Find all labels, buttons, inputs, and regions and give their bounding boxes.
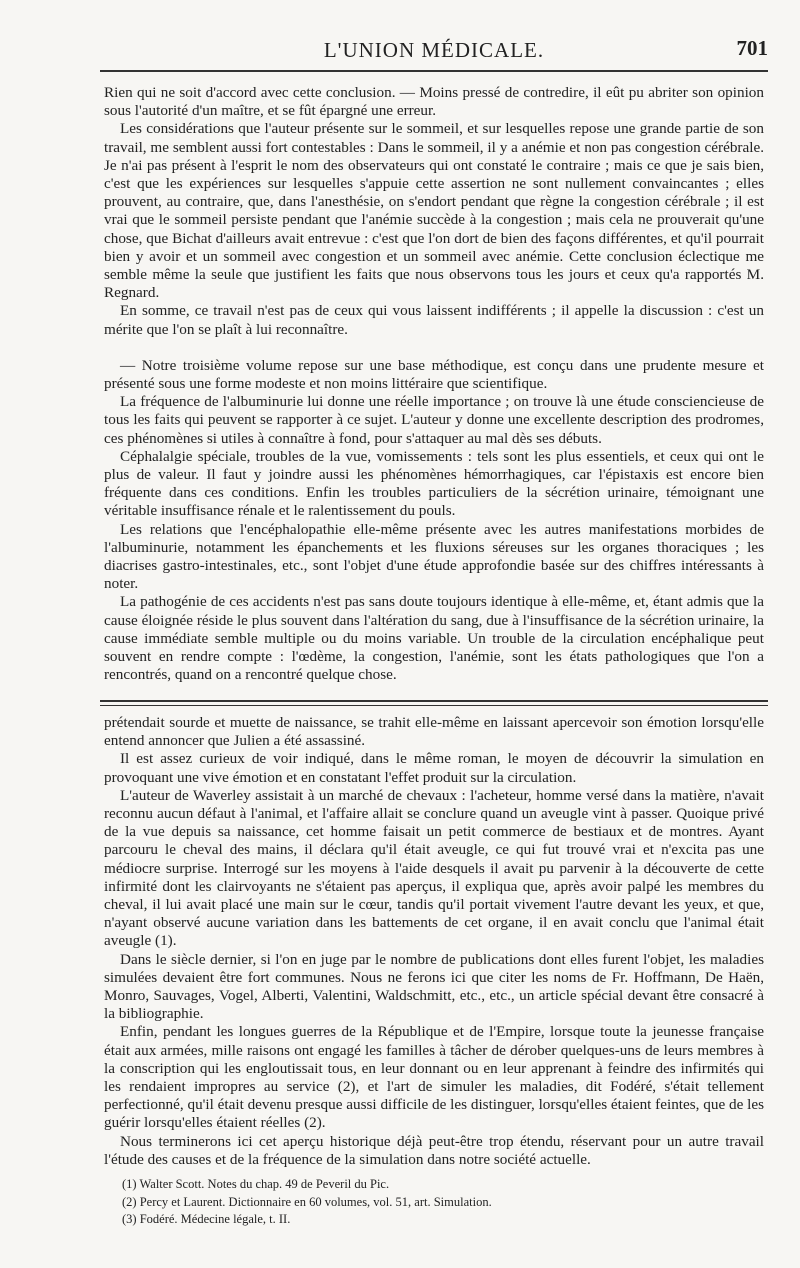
running-header: [100, 36, 768, 64]
paragraph: L'auteur de Waverley assistait à un marché de chevaux : l'acheteur, homme versé dans la matière, n'avait reconnu aucun défaut à l'animal, et l'affaire allait se conclure quand un aveugle vint à passer. Quoique privé de la vue depuis sa naissance, cet homme faisait un petit commerce de bestiaux et de montres. Ayant parcouru le cheval des mains, il déclara qu'il était aveugle, ce qui fut trouvé vrai et n'excita pas une médiocre surprise. Interrogé sur les moyens à l'aide desquels il avait pu parvenir à la découverte de cette infirmité dont les clairvoyants ne s'étaient pas aperçus, il expliqua que, après avoir palpé les membres du cheval, il lui avait placé une main sur le cœur, tandis qu'il portait vivement l'autre devant les yeux, et que, n'ayant observé aucune variation dans les battements de cet organe, il en avait conclu que l'animal était aveugle (1).: [104, 786, 764, 950]
footnote: (3) Fodéré. Médecine légale, t. II.: [122, 1212, 291, 1226]
paragraph: Les considérations que l'auteur présente sur le sommeil, et sur lesquelles repose une grande partie de son travail, me semblent aussi fort contestables : Dans le sommeil, il y a anémie et non pas congestion cérébrale. Je n'ai pas présent à l'esprit le nom des observateurs qui ont constaté le contraire ; mais ce que je sais bien, c'est que les expériences sur lesquelles s'appuie cette assertion ne sont nullement convaincantes ; elles prouvent, au contraire, que, dans l'anesthésie, on s'endort pendant que règne la congestion cérébrale ; il est vrai que le sommeil persiste pendant que l'anémie succède à la congestion ; mais cela ne prouverait qu'une chose, que Bichat d'ailleurs avait entrevue : c'est que l'on dort de bien des façons différentes, et qu'il pourrait bien y avoir et un sommeil avec congestion et un sommeil avec anémie. Cette conclusion éclectique me semble même la seule que justifient les faits que nous observons tous les jours et ceux qu'a rapportés M. Regnard.: [104, 120, 764, 302]
journal-title: L'UNION MÉDICALE.: [323, 38, 545, 62]
paragraph: Dans le siècle dernier, si l'on en juge par le nombre de publications dont elles furent l'objet, les maladies simulées devaient être fort communes. Nous ne ferons ici que citer les noms de Fr. Hoffmann, De Haën, Monro, Sauvages, Vogel, Alberti, Valentini, Waldschmitt, etc., etc., un article spécial devant être consacré à la bibliographie.: [104, 950, 764, 1023]
review-section: [104, 84, 764, 685]
paragraph: prétendait sourde et muette de naissance, se trahit elle-même en laissant apercevoir son émotion lorsqu'elle entend annoncer que Julien a été assassiné.: [104, 714, 764, 750]
paragraph: La pathogénie de ces accidents n'est pas sans doute toujours identique à elle-même, et, étant admis que la cause éloignée réside le plus souvent dans l'altération du sang, due à l'insuffisance de la sécrétion urinaire, la cause immédiate semble multiple ou du moins variable. Un trouble de la circulation encéphalique peut souvent en rendre compte : l'œdème, la congestion, l'anémie, sont les états pathologiques que l'on a rencontrés, quand on a rencontré quelque chose.: [104, 593, 764, 684]
footnote: (1) Walter Scott. Notes du chap. 49 de Peveril du Pic.: [122, 1177, 390, 1191]
section-divider-bottom: [100, 705, 768, 706]
footnote: (2) Percy et Laurent. Dictionnaire en 60 volumes, vol. 51, art. Simulation.: [122, 1194, 492, 1209]
section-divider-top: [100, 700, 768, 702]
paragraph: Enfin, pendant les longues guerres de la République et de l'Empire, lorsque toute la jeunesse française était aux armées, mille raisons ont engagé les familles à tâcher de dérober quelques-uns de leurs membres à la conscription qui les engloutissait tous, en leur donnant ou en leur apprenant à feindre des infirmités qui les rendaient impropres au service (2), et l'art de simuler les maladies, dit Fodéré, s'était tellement perfectionné, qu'il était devenu presque aussi difficile de les distinguer, lorsqu'elles étaient feintes, que de les guérir lorsqu'elles étaient réelles (2).: [104, 1023, 764, 1132]
paragraph: Il est assez curieux de voir indiqué, dans le même roman, le moyen de découvrir la simulation en provoquant une vive émotion et en constatant l'effet produit sur la circulation.: [104, 750, 764, 786]
feuilleton-section: [104, 714, 764, 1169]
footnotes: [122, 1176, 762, 1229]
paragraph: — Notre troisième volume repose sur une base méthodique, est conçu dans une prudente mesure et présenté sous une forme modeste et non moins littéraire que scientifique.: [104, 356, 764, 393]
paragraph: En somme, ce travail n'est pas de ceux qui vous laissent indifférents ; il appelle la discussion : c'est un mérite que l'on se plaît à lui reconnaître.: [104, 302, 764, 338]
paragraph: La fréquence de l'albuminurie lui donne une réelle importance ; on trouve là une étude consciencieuse de tous les faits qui peuvent se rapporter à ce sujet. L'auteur y donne une excellente description des prodromes, ces phénomènes si utiles à connaître à fond, pour s'attaquer au mal dès ses débuts.: [104, 393, 764, 447]
paragraph: Les relations que l'encéphalopathie elle-même présente avec les autres manifestations morbides de l'albuminurie, notamment les épanchements et les fluxions séreuses sur les organes thoraciques ; les diacrises gastro-intestinales, etc., sont l'objet d'une étude approfondie basée sur des chiffres intéressants à noter.: [104, 520, 764, 593]
paragraph: Céphalalgie spéciale, troubles de la vue, vomissements : tels sont les plus essentiels, et ceux qui ont le plus de valeur. Il faut y joindre aussi les phénomènes hémorrhagiques, car l'épistaxis est encore bien fréquente dans ces conditions. Enfin les troubles particuliers de la sécrétion urinaire, témoignant une véritable insuffisance rénale et le ralentissement du pouls.: [104, 447, 764, 520]
header-rule: [100, 70, 768, 72]
page-number: 701: [736, 36, 768, 60]
paragraph: Rien qui ne soit d'accord avec cette conclusion. — Moins pressé de contredire, il eût pu abriter son opinion sous l'autorité d'un maître, et se fût épargné une erreur.: [104, 84, 764, 120]
paragraph: Nous terminerons ici cet aperçu historique déjà peut-être trop étendu, réservant pour un autre travail l'étude des causes et de la fréquence de la simulation dans notre société actuelle.: [104, 1132, 764, 1168]
